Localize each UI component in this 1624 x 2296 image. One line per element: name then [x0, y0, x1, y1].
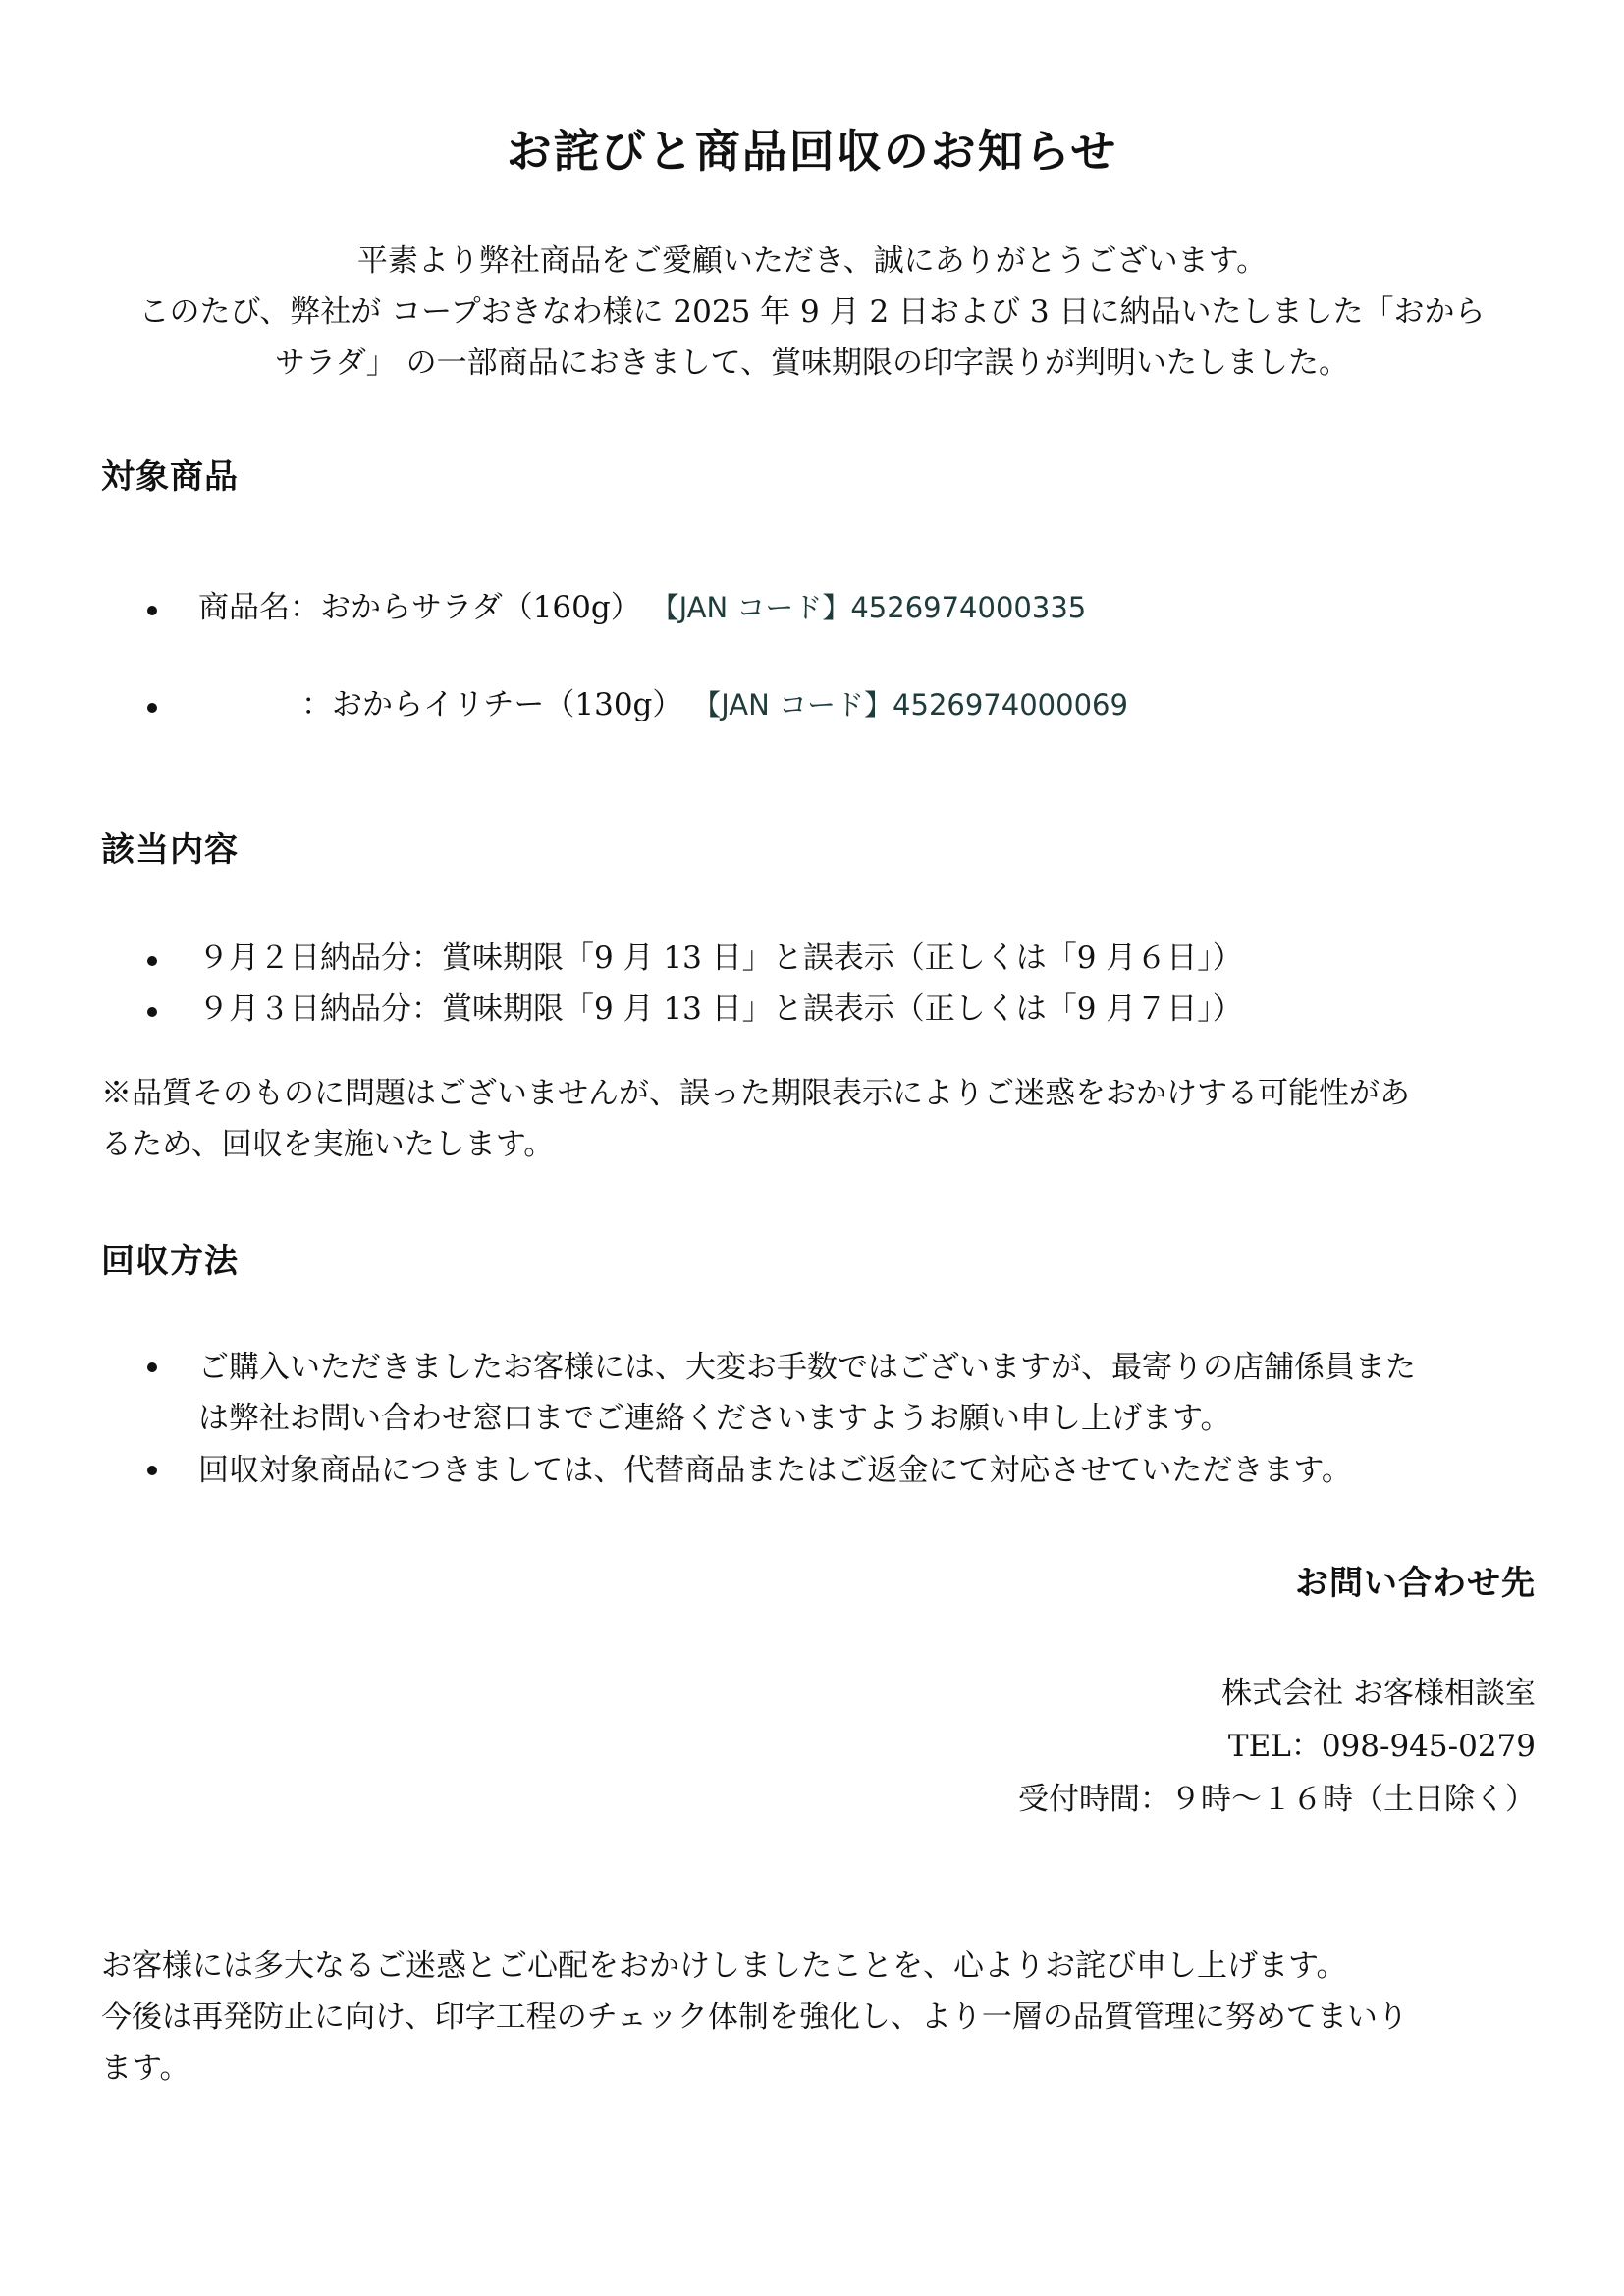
- product-jan-code: 【JAN コード】4526974000069: [692, 688, 1128, 721]
- page-title: お詫びと商品回収のお知らせ: [506, 125, 1118, 178]
- bullet-icon: [147, 1466, 157, 1475]
- contact-hours: 受付時間：９時～１６時（土日除く）: [1018, 1782, 1536, 1817]
- contact-tel: TEL：098-945-0279: [1227, 1729, 1536, 1764]
- bullet-icon: [147, 1362, 157, 1372]
- closing-line-1: お客様には多大なるご迷惑とご心配をおかけしましたことを、心よりお詫び申し上げます。: [101, 1949, 1347, 1984]
- closing-line-3: ます。: [101, 2051, 190, 2086]
- product-label: 商品名：おからサラダ（160g）: [198, 590, 641, 625]
- product-label: ：おからイリチー（130g）: [301, 687, 683, 722]
- bullet-icon: [147, 703, 157, 713]
- note-line-1: ※品質そのものに問題はございませんが、誤った期限表示によりご迷惑をおかけする可能性があ: [101, 1076, 1410, 1111]
- intro-paragraph: [88, 236, 1536, 389]
- contact-info: [1018, 1667, 1536, 1826]
- bullet-icon: [147, 1007, 157, 1017]
- bullet-icon: [147, 606, 157, 615]
- contact-heading: お問い合わせ先: [1295, 1564, 1536, 1603]
- contact-company: 株式会社 お客様相談室: [1221, 1676, 1536, 1711]
- product-jan-code: 【JAN コード】4526974000335: [650, 591, 1087, 624]
- method-text: ご購入いただきましたお客様には、大変お手数ではございますが、最寄りの店舗係員また は弊社お問い合わせ窓口までご連絡くださいますようお願い申し上げます。: [198, 1350, 1416, 1436]
- method-item: [147, 1342, 1542, 1444]
- detail-text: ９月２日納品分：賞味期限「9 月 13 日」と誤表示（正しくは「9 月６日」）: [198, 940, 1243, 976]
- detail-text: ９月３日納品分：賞味期限「9 月 13 日」と誤表示（正しくは「9 月７日」）: [198, 991, 1243, 1027]
- intro-line-3: サラダ」 の一部商品におきまして、賞味期限の印字誤りが判明いたしました。: [275, 346, 1349, 381]
- quality-note: [101, 1068, 1535, 1170]
- note-line-2: るため、回収を実施いたします。: [101, 1127, 555, 1162]
- method-text: 回収対象商品につきましては、代替商品またはご返金にて対応させていただきます。: [198, 1453, 1352, 1488]
- bullet-icon: [147, 956, 157, 966]
- intro-line-2: このたび、弊社が コープおきなわ様に 2025 年 9 月 2 日および 3 日に納品いたしました「おから: [138, 294, 1486, 330]
- intro-line-1: 平素より弊社商品をご愛顧いただき、誠にありがとうございます。: [356, 243, 1268, 279]
- closing-paragraph: [101, 1941, 1535, 2094]
- section-heading-products: 対象商品: [101, 457, 239, 497]
- section-heading-details: 該当内容: [101, 830, 239, 870]
- closing-line-2: 今後は再発防止に向け、印字工程のチェック体制を強化し、より一層の品質管理に努めてまいり: [101, 2000, 1408, 2035]
- method-item: [147, 1445, 1542, 1496]
- section-heading-method: 回収方法: [101, 1242, 239, 1281]
